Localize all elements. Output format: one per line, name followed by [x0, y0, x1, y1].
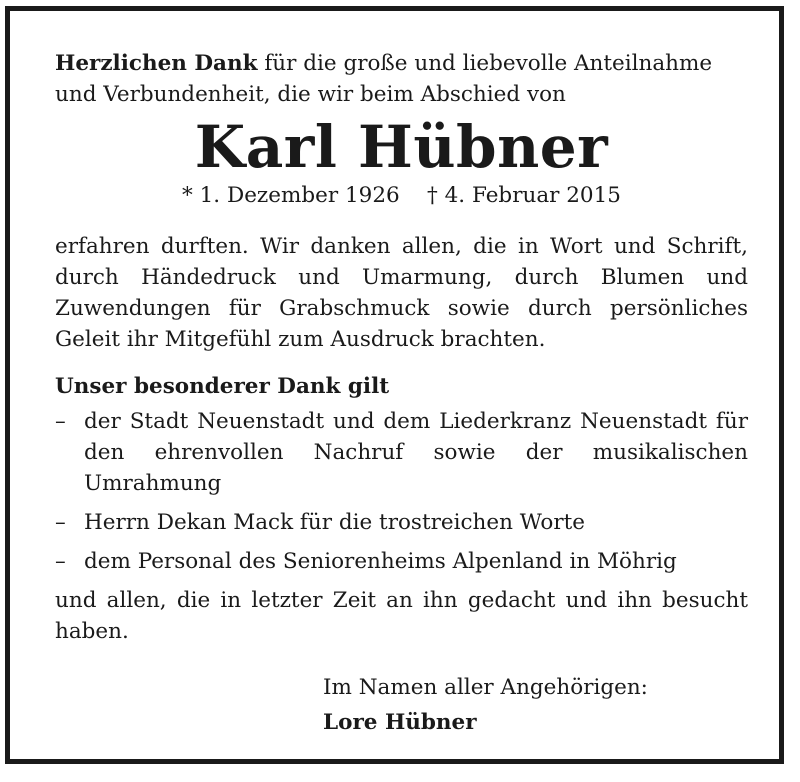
body-text: erfahren durften. Wir danken allen, die in Wort und Schrift, durch Händedruck und Umarmung, durch Blumen und Zuwendungen für Grabschmuck sowie durch persönliches Geleit ihr Mitgefühl zum Ausdruck brachten. [55, 234, 748, 352]
dash-bullet: – [55, 510, 66, 535]
list-item-text: Herrn Dekan Mack für die trostreichen Worte [84, 510, 585, 535]
life-dates [55, 180, 748, 211]
intro-line2: und Verbundenheit, die wir beim Abschied von [55, 82, 566, 107]
thanks-heading: Unser besonderer Dank gilt [55, 374, 390, 399]
list-item [55, 546, 748, 577]
list-item-text: der Stadt Neuenstadt und dem Liederkranz Neuenstadt für den ehrenvollen Nachruf sowie der musikalischen Umrahmung [84, 409, 748, 496]
dash-bullet: – [55, 549, 66, 574]
list-item [55, 507, 748, 538]
signer-name: Lore Hübner [323, 710, 477, 735]
thanks-list [55, 406, 748, 577]
list-item-text: dem Personal des Seniorenheims Alpenland in Möhrig [84, 549, 677, 574]
thank-you-notice [55, 48, 748, 738]
intro-line1: für die große und liebevolle Anteilnahme [257, 51, 713, 76]
signature-line: Im Namen aller Angehörigen: [323, 675, 648, 700]
closing-text: und allen, die in letzter Zeit an ihn gedacht und ihn besucht haben. [55, 588, 748, 644]
signature-block [323, 672, 748, 738]
intro-text [55, 48, 748, 110]
birth-date: * 1. Dezember 1926 [182, 183, 400, 208]
death-date: † 4. Februar 2015 [427, 183, 621, 208]
deceased-name: Karl Hübner [194, 113, 609, 181]
list-item [55, 406, 748, 499]
intro-bold: Herzlichen Dank [55, 51, 258, 76]
dash-bullet: – [55, 409, 66, 434]
